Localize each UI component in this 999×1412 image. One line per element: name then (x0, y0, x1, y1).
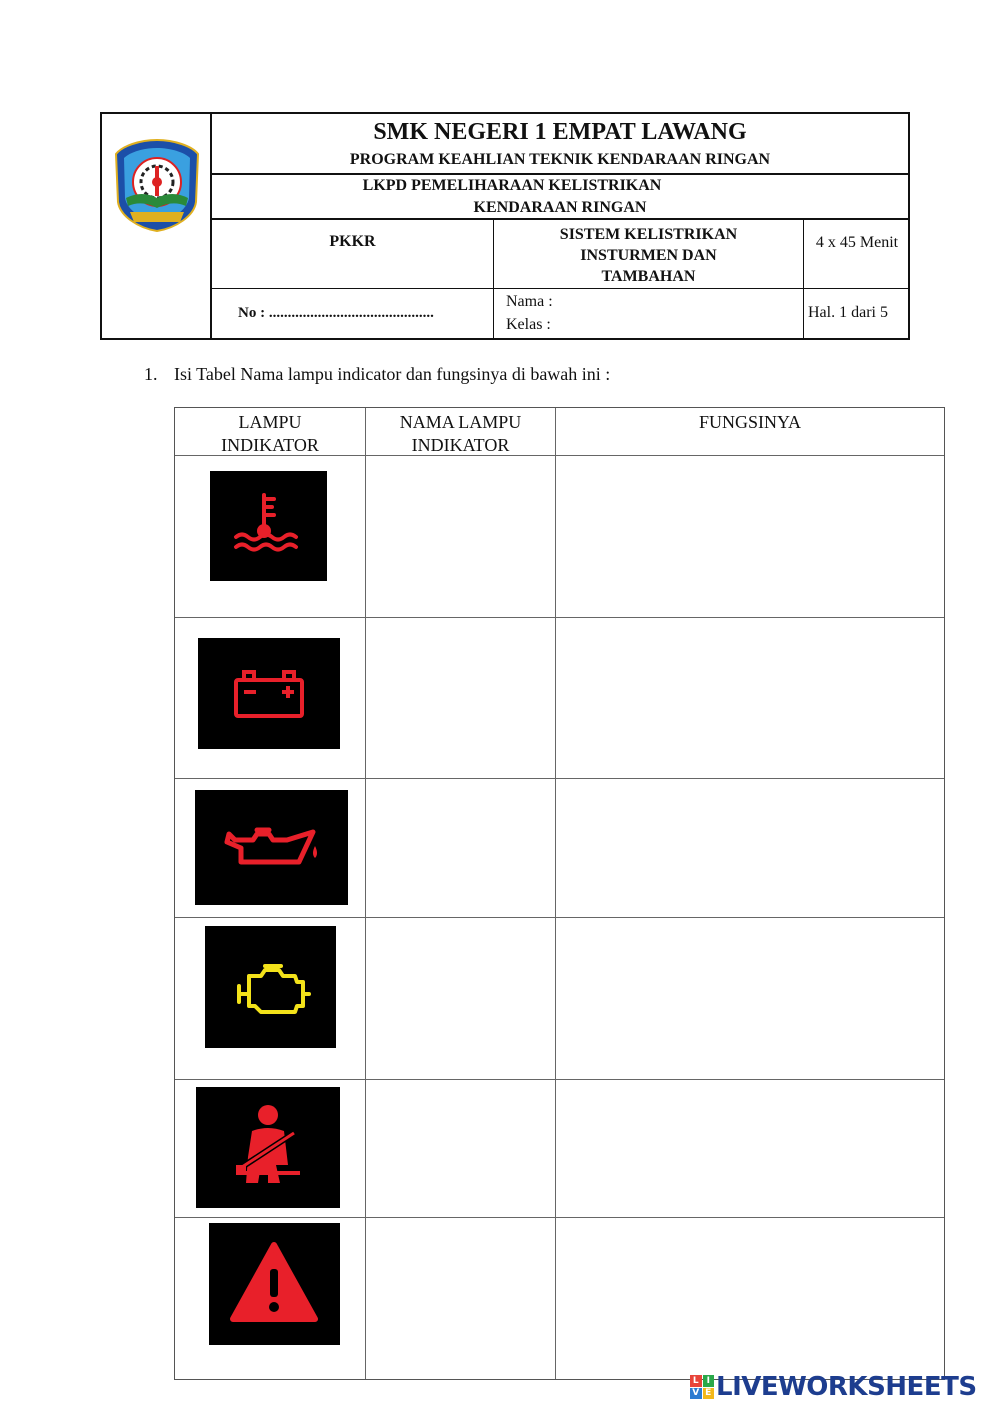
school-name: SMK NEGERI 1 EMPAT LAWANG (373, 119, 747, 145)
page-number: Hal. 1 dari 5 (808, 304, 888, 321)
column-header-name (366, 411, 555, 457)
class-field[interactable]: Kelas : (506, 316, 551, 333)
function-answer-cell[interactable] (557, 1219, 943, 1378)
logo-block: V (690, 1388, 702, 1400)
logo-blocks (690, 1375, 714, 1399)
name-field[interactable]: Nama : (506, 293, 553, 310)
column-header-function: FUNGSINYA (698, 412, 801, 432)
document-header (100, 112, 910, 340)
name-answer-cell[interactable] (367, 780, 553, 915)
column-divider (555, 408, 556, 1379)
question-number: 1. (144, 364, 158, 384)
hazard-warning-icon (209, 1223, 340, 1345)
program-name: PROGRAM KEAHLIAN TEKNIK KENDARAAN RINGAN (349, 151, 771, 168)
topic-line2: INSTURMEN DAN (580, 247, 717, 264)
question-text: Isi Tabel Nama lampu indicator dan fungsinya di bawah ini : (174, 364, 611, 384)
function-answer-cell[interactable] (557, 780, 943, 915)
name-answer-cell[interactable] (367, 457, 553, 615)
name-answer-cell[interactable] (367, 619, 553, 776)
row-divider (175, 778, 944, 779)
duration: 4 x 45 Menit (815, 234, 899, 251)
column-header-name-line2: INDIKATOR (411, 435, 510, 455)
logo-block: E (703, 1388, 715, 1400)
name-answer-cell[interactable] (367, 1081, 553, 1215)
name-answer-cell[interactable] (367, 919, 553, 1077)
row-divider (175, 917, 944, 918)
function-answer-cell[interactable] (557, 919, 943, 1077)
function-answer-cell[interactable] (557, 619, 943, 776)
topic-line3: TAMBAHAN (601, 268, 696, 285)
number-field[interactable]: No : ............................................ (238, 305, 434, 321)
function-answer-cell[interactable] (557, 1081, 943, 1215)
column-header-indicator-line2: INDIKATOR (221, 435, 319, 455)
column-header-name-line1: NAMA LAMPU (399, 412, 522, 432)
logo-text: LIVEWORKSHEETS (716, 1372, 977, 1402)
name-answer-cell[interactable] (367, 1219, 553, 1378)
header-divider (212, 173, 908, 175)
coolant-temperature-icon (210, 471, 327, 581)
indicator-table (174, 407, 945, 1380)
function-answer-cell[interactable] (557, 457, 943, 615)
row-divider (175, 617, 944, 618)
row-divider (175, 1217, 944, 1218)
check-engine-icon (205, 926, 336, 1048)
header-divider (210, 114, 212, 338)
lkpd-title-line1: LKPD PEMELIHARAAN KELISTRIKAN (362, 177, 662, 194)
liveworksheets-logo (690, 1372, 977, 1402)
seatbelt-icon (196, 1087, 340, 1208)
oil-pressure-icon (195, 790, 348, 905)
topic-line1: SISTEM KELISTRIKAN (559, 226, 738, 243)
logo-block: I (703, 1375, 715, 1387)
logo-block: L (690, 1375, 702, 1387)
row-divider (175, 1079, 944, 1080)
lkpd-title-line2: KENDARAAN RINGAN (473, 199, 647, 216)
column-header-indicator (175, 411, 365, 457)
subject-code: PKKR (329, 233, 376, 250)
column-header-indicator-line1: LAMPU (238, 412, 302, 432)
column-divider (365, 408, 366, 1379)
school-logo (112, 136, 202, 234)
battery-icon (198, 638, 340, 749)
